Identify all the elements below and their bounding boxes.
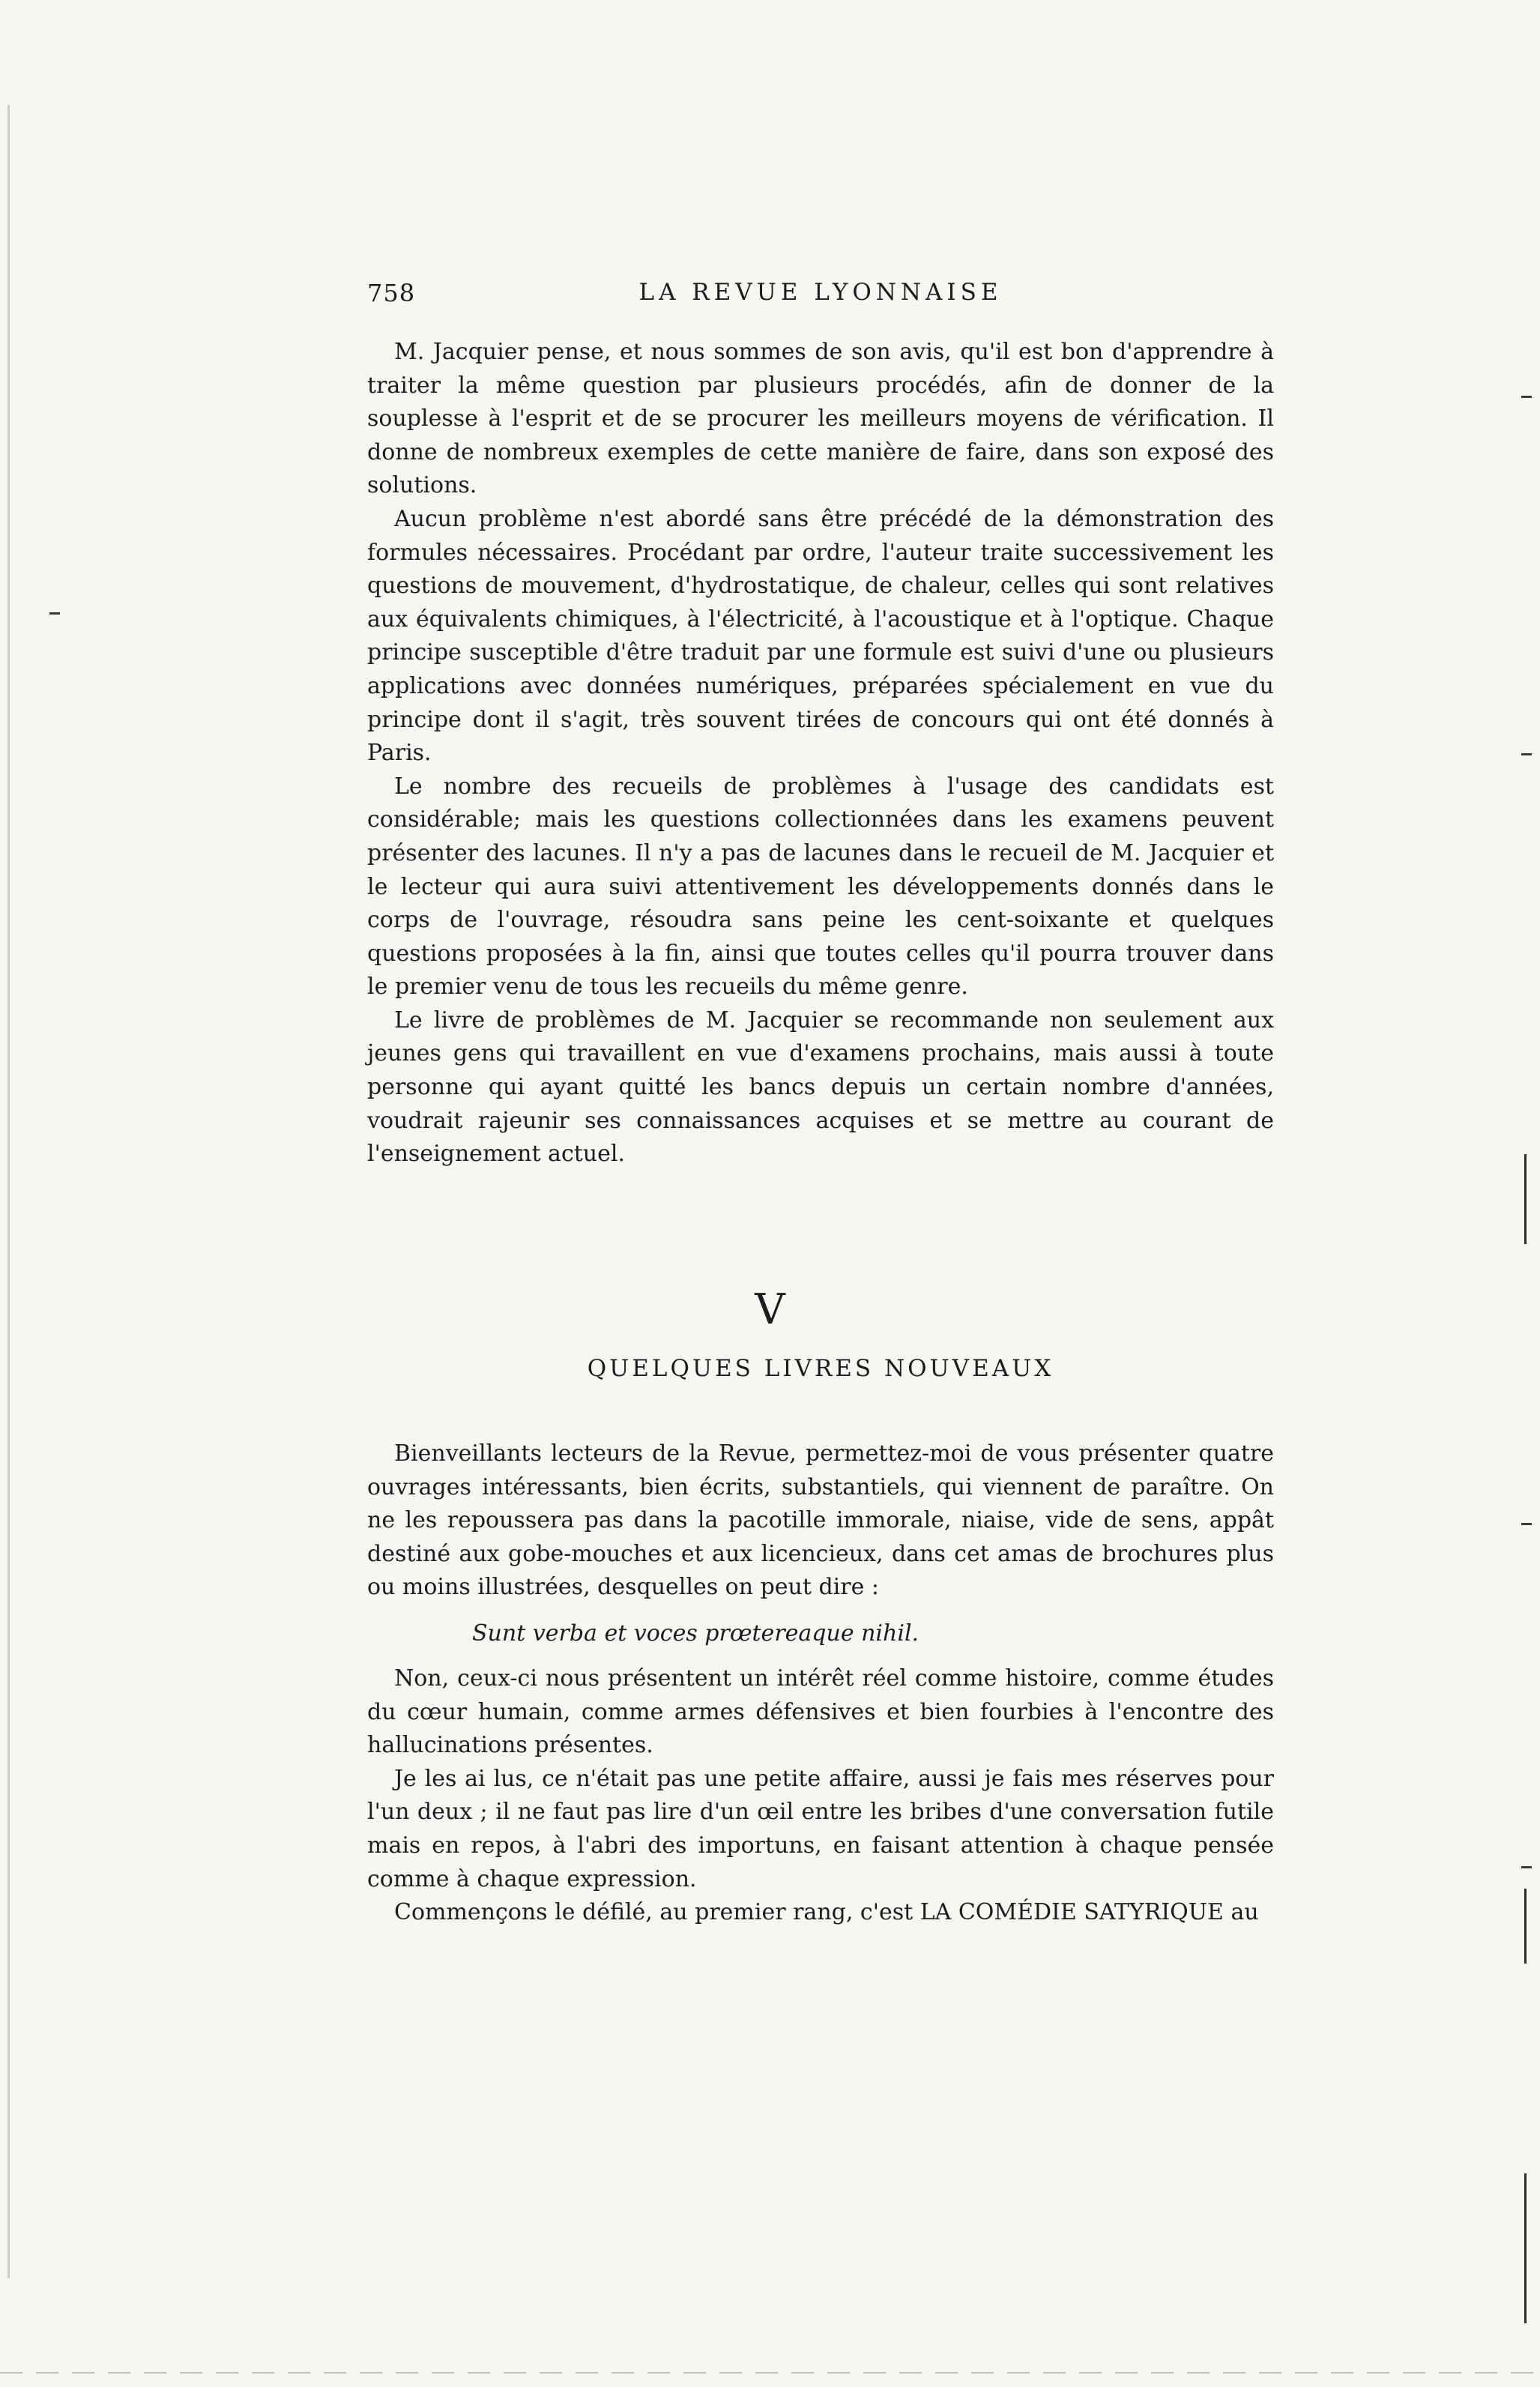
journal-title: LA REVUE LYONNAISE bbox=[638, 279, 1003, 306]
text: Commençons le défilé, au premier rang, c'est bbox=[394, 1899, 914, 1926]
page-number: 758 bbox=[367, 279, 416, 307]
scan-right-edge-mark bbox=[1524, 1889, 1527, 1964]
scan-mark bbox=[1521, 753, 1532, 755]
book-title: LA COMÉDIE SATYRIQUE bbox=[920, 1899, 1224, 1926]
paragraph: Le livre de problèmes de M. Jacquier se recommande non seulement aux jeunes gens qui travaillent en vue d'examens prochains, mais aussi à toute personne qui ayant quitté les bancs depuis un certain nombre d'années, voudrait rajeunir ses connaissances acquises et se mettre au courant de l'enseignement actuel. bbox=[367, 1007, 1274, 1168]
paragraph: Aucun problème n'est abordé sans être précédé de la démonstration des formules nécessaires. Procédant par ordre, l'auteur traite successivement les questions de mouvement, d'hydrostatique, de chaleur, celles qui sont relatives aux équivalents chimiques, à l'électricité, à l'acoustique et à l'optique. Chaque principe susceptible d'être traduit par une formule est suivi d'une ou plusieurs applications avec données numériques, préparées spécialement en vue du principe dont il s'agit, très souvent tirées de concours qui ont été donnés à Paris. bbox=[367, 505, 1274, 767]
scan-mark bbox=[1521, 1523, 1532, 1525]
paragraph: Non, ceux-ci nous présentent un intérêt réel comme histoire, comme études du cœur humain, comme armes défensives et bien fourbies à l'encontre des hallucinations présentes. bbox=[367, 1665, 1274, 1759]
scan-mark bbox=[49, 612, 60, 615]
section-number: V bbox=[755, 1285, 785, 1335]
scan-mark bbox=[1521, 396, 1532, 398]
latin-quote: Sunt verba et voces prœtereaque nihil. bbox=[472, 1620, 920, 1647]
section-title: QUELQUES LIVRES NOUVEAUX bbox=[587, 1355, 1054, 1382]
paragraph: Le nombre des recueils de problèmes à l'usage des candidats est considérable; mais les questions collectionnées dans les examens peuvent présenter des lacunes. Il n'y a pas de lacunes dans le recueil de M. Jacquier et le lecteur qui aura suivi attentivement les développements donnés dans le corps de l'ouvrage, résoudra sans peine les cent-soixante et quelques questions proposées à la fin, ainsi que toutes celles qu'il pourra trouver dans le premier venu de tous les recueils du même genre. bbox=[367, 773, 1274, 1001]
scan-right-edge-mark bbox=[1524, 2173, 1527, 2323]
scan-left-edge bbox=[7, 105, 10, 2278]
text: au bbox=[1231, 1899, 1259, 1926]
scan-mark bbox=[1521, 1866, 1532, 1868]
article-continuation bbox=[367, 336, 1274, 1171]
paragraph-last bbox=[367, 1896, 1274, 1930]
scan-right-edge-mark bbox=[1524, 1154, 1527, 1244]
paragraph: Je les ai lus, ce n'était pas une petite affaire, aussi je fais mes réserves pour l'un deux ; il ne faut pas lire d'un œil entre les bribes d'une conversation futile mais en repos, à l'abri des importuns, en faisant attention à chaque pensée comme à chaque expression. bbox=[367, 1765, 1274, 1892]
scan-bottom-edge bbox=[0, 2372, 1540, 2374]
page-header bbox=[367, 279, 1274, 316]
section-body bbox=[367, 1662, 1274, 1930]
section-intro bbox=[367, 1437, 1274, 1605]
paragraph: Bienveillants lecteurs de la Revue, permettez-moi de vous présenter quatre ouvrages intéressants, bien écrits, substantiels, qui viennent de paraître. On ne les repoussera pas dans la pacotille immorale, niaise, vide de sens, appât destiné aux gobe-mouches et aux licencieux, dans cet amas de brochures plus ou moins illustrées, desquelles on peut dire : bbox=[367, 1440, 1274, 1601]
paragraph: M. Jacquier pense, et nous sommes de son avis, qu'il est bon d'apprendre à traiter la même question par plusieurs procédés, afin de donner de la souplesse à l'esprit et de se procurer les meilleurs moyens de vérification. Il donne de nombreux exemples de cette manière de faire, dans son exposé des solutions. bbox=[367, 339, 1274, 499]
